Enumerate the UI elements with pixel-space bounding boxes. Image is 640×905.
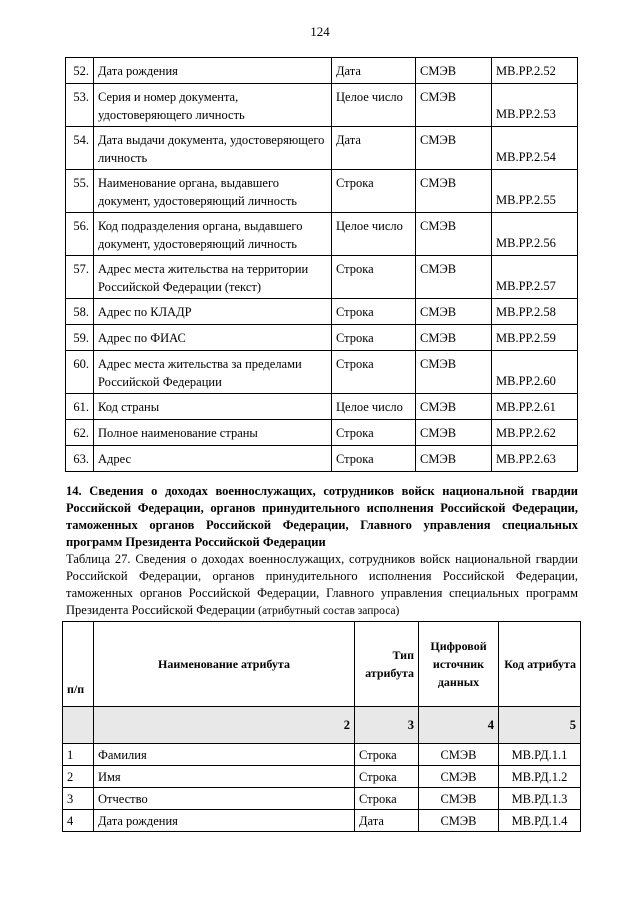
section-14 <box>66 483 578 620</box>
data-source: СМЭВ <box>416 84 492 127</box>
col-num-4: 4 <box>419 707 499 744</box>
attribute-code: МВ.РД.1.2 <box>499 766 581 788</box>
table-row <box>66 58 578 84</box>
attribute-code: МВ.РР.2.60 <box>492 351 578 394</box>
data-source: СМЭВ <box>416 325 492 351</box>
row-number: 3 <box>63 788 94 810</box>
row-number: 56. <box>66 213 94 256</box>
attribute-code: МВ.РР.2.61 <box>492 394 578 420</box>
attribute-name: Отчество <box>94 788 355 810</box>
row-number: 58. <box>66 299 94 325</box>
table-row <box>66 127 578 170</box>
data-source: СМЭВ <box>416 446 492 472</box>
attribute-name: Полное наименование страны <box>94 420 332 446</box>
attribute-name: Код подразделения органа, выдавшего документ, удостоверяющий личность <box>94 213 332 256</box>
table-row <box>66 256 578 299</box>
attribute-code: МВ.РД.1.3 <box>499 788 581 810</box>
col-num-2: 2 <box>94 707 355 744</box>
attribute-code: МВ.РР.2.52 <box>492 58 578 84</box>
data-source: СМЭВ <box>416 256 492 299</box>
attribute-name: Дата выдачи документа, удостоверяющего личность <box>94 127 332 170</box>
attribute-type: Строка <box>332 299 416 325</box>
attribute-type: Строка <box>332 170 416 213</box>
attribute-type: Строка <box>355 766 419 788</box>
data-source: СМЭВ <box>419 766 499 788</box>
attribute-type: Строка <box>355 744 419 766</box>
attribute-code: МВ.РД.1.4 <box>499 810 581 832</box>
table-header-row <box>63 622 581 707</box>
data-source: СМЭВ <box>419 744 499 766</box>
attribute-type: Целое число <box>332 394 416 420</box>
attribute-name: Адрес по ФИАС <box>94 325 332 351</box>
page-number: 124 <box>310 24 330 39</box>
attribute-type: Целое число <box>332 84 416 127</box>
attribute-type: Строка <box>332 420 416 446</box>
row-number: 1 <box>63 744 94 766</box>
attribute-name: Имя <box>94 766 355 788</box>
attribute-code: МВ.РР.2.58 <box>492 299 578 325</box>
header-num: п/п <box>63 622 94 707</box>
data-source: СМЭВ <box>419 810 499 832</box>
attribute-name: Код страны <box>94 394 332 420</box>
column-number-row <box>63 707 581 744</box>
data-source: СМЭВ <box>416 420 492 446</box>
row-number: 55. <box>66 170 94 213</box>
header-code: Код атрибута <box>499 622 581 707</box>
attribute-code: МВ.РР.2.59 <box>492 325 578 351</box>
attribute-type: Строка <box>332 325 416 351</box>
attribute-type: Строка <box>332 256 416 299</box>
header-source: Цифровой источник данных <box>419 622 499 707</box>
row-number: 4 <box>63 810 94 832</box>
table-row <box>63 810 581 832</box>
table-row <box>66 394 578 420</box>
data-source: СМЭВ <box>416 58 492 84</box>
attribute-name: Адрес места жительства за пределами Российской Федерации <box>94 351 332 394</box>
table-caption-suffix: (атрибутный состав запроса) <box>255 605 400 617</box>
row-number: 61. <box>66 394 94 420</box>
table-row <box>66 446 578 472</box>
header-name: Наименование атрибута <box>94 622 355 707</box>
row-number: 59. <box>66 325 94 351</box>
attribute-code: МВ.РР.2.62 <box>492 420 578 446</box>
table-27 <box>62 621 581 832</box>
data-source: СМЭВ <box>416 394 492 420</box>
data-source: СМЭВ <box>419 788 499 810</box>
table-row <box>66 351 578 394</box>
row-number: 63. <box>66 446 94 472</box>
table-row <box>63 766 581 788</box>
table-row <box>66 420 578 446</box>
table-row <box>66 170 578 213</box>
table-caption <box>66 551 578 620</box>
attribute-code: МВ.РР.2.53 <box>492 84 578 127</box>
table-row <box>63 788 581 810</box>
attribute-code: МВ.РР.2.54 <box>492 127 578 170</box>
section-heading: 14. Сведения о доходах военнослужащих, сотрудников войск национальной гвардии Российской Федерации, органов принудительного исполнения Российской Федерации, таможенных органов Российской Федерации, Главного управления специальных программ Президента Российской Федерации <box>66 484 578 549</box>
attribute-type: Строка <box>332 351 416 394</box>
attribute-name: Серия и номер документа, удостоверяющего личность <box>94 84 332 127</box>
attribute-code: МВ.РР.2.57 <box>492 256 578 299</box>
table-row <box>66 213 578 256</box>
attribute-type: Дата <box>332 127 416 170</box>
data-source: СМЭВ <box>416 170 492 213</box>
row-number: 53. <box>66 84 94 127</box>
attribute-code: МВ.РД.1.1 <box>499 744 581 766</box>
attribute-code: МВ.РР.2.56 <box>492 213 578 256</box>
col-num-3: 3 <box>355 707 419 744</box>
attribute-type: Строка <box>355 788 419 810</box>
row-number: 60. <box>66 351 94 394</box>
attribute-code: МВ.РР.2.63 <box>492 446 578 472</box>
col-num-1 <box>63 707 94 744</box>
data-source: СМЭВ <box>416 127 492 170</box>
row-number: 2 <box>63 766 94 788</box>
table-caption-text: Таблица 27. Сведения о доходах военнослужащих, сотрудников войск национальной гвардии Российской Федерации, органов принудительного исполнения Российской Федерации, таможенных органов Российской Федерации, Главного управления специальных программ Президента Российской Федерации <box>66 552 578 617</box>
col-num-5: 5 <box>499 707 581 744</box>
attribute-type: Дата <box>332 58 416 84</box>
attribute-name: Адрес <box>94 446 332 472</box>
data-source: СМЭВ <box>416 213 492 256</box>
attribute-code: МВ.РР.2.55 <box>492 170 578 213</box>
data-source: СМЭВ <box>416 351 492 394</box>
attribute-name: Наименование органа, выдавшего документ, удостоверяющий личность <box>94 170 332 213</box>
header-type: Тип атрибута <box>355 622 419 707</box>
attribute-name: Фамилия <box>94 744 355 766</box>
table-row <box>66 299 578 325</box>
attribute-name: Дата рождения <box>94 58 332 84</box>
attribute-type: Целое число <box>332 213 416 256</box>
attribute-type: Строка <box>332 446 416 472</box>
row-number: 57. <box>66 256 94 299</box>
table-row <box>66 84 578 127</box>
table-row <box>66 325 578 351</box>
attribute-name: Дата рождения <box>94 810 355 832</box>
attribute-type: Дата <box>355 810 419 832</box>
attributes-table-continued <box>65 57 578 472</box>
attribute-name: Адрес по КЛАДР <box>94 299 332 325</box>
table-row <box>63 744 581 766</box>
data-source: СМЭВ <box>416 299 492 325</box>
row-number: 52. <box>66 58 94 84</box>
row-number: 62. <box>66 420 94 446</box>
attribute-name: Адрес места жительства на территории Российской Федерации (текст) <box>94 256 332 299</box>
row-number: 54. <box>66 127 94 170</box>
